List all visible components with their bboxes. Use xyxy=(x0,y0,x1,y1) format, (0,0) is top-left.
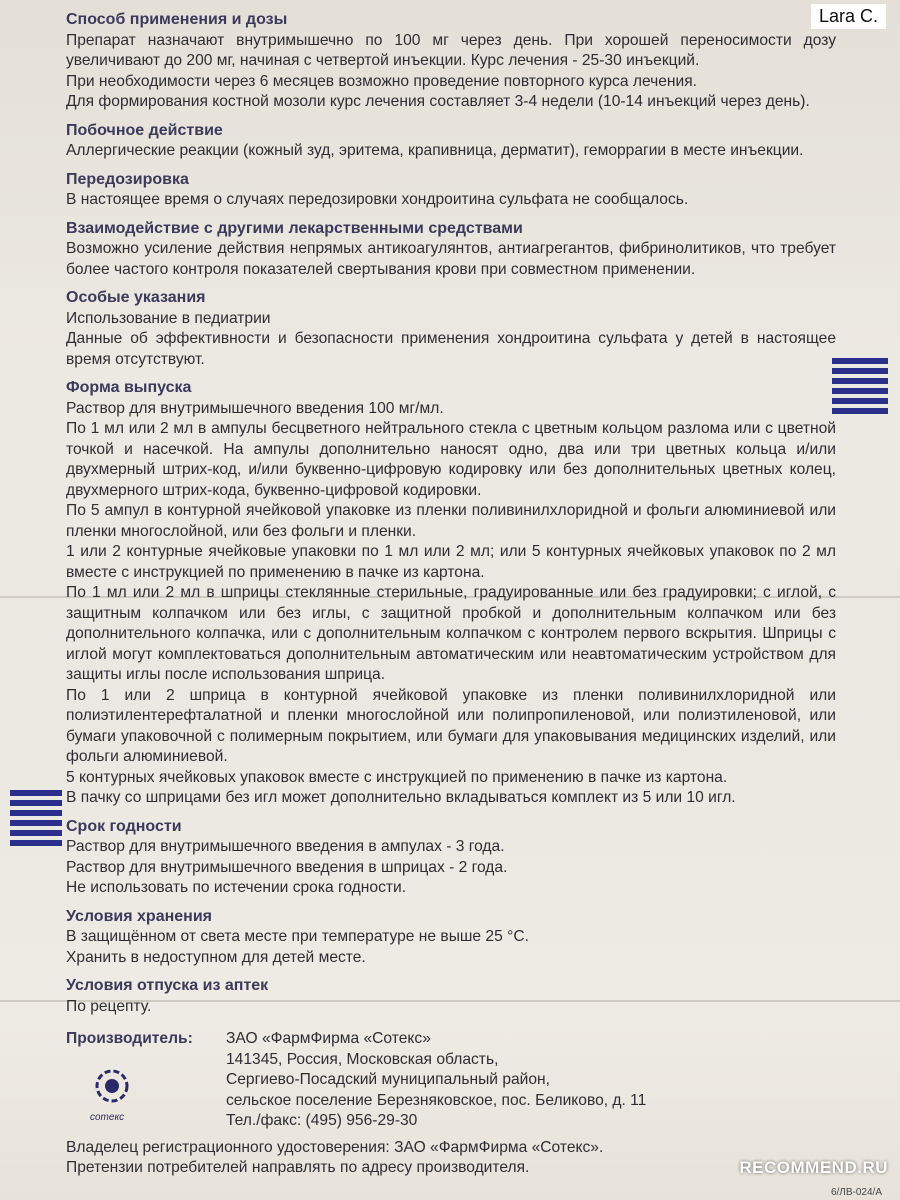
manufacturer-line: Тел./факс: (495) 956-29-30 xyxy=(226,1112,418,1129)
section-paragraph: Использование в педиатрии xyxy=(66,309,271,327)
site-watermark: RECOMMEND.RU xyxy=(739,1158,888,1177)
section-paragraph: По 1 или 2 шприца в контурной ячейковой упаковке из пленки поливинилхлоридной или полиэтилентерефталатной и пленки многослойной или полипропиленовой, или полиэтиленовой, или бумаги упаковочной с полимерным покрытием, или бумаги для упаковывания медицинских изделий, или фольги алюминиевой. xyxy=(66,686,836,765)
section-paragraph: По рецепту. xyxy=(66,997,152,1015)
section-paragraph: В пачку со шприцами без игл может дополнительно вкладываться комплект из 5 или 10 игл. xyxy=(66,789,736,806)
manufacturer-label: Производитель: xyxy=(66,1030,193,1047)
barcode-marks-left xyxy=(10,790,62,846)
logo-text: сотекс xyxy=(90,1112,125,1123)
section-paragraph: Возможно усиление действия непрямых антикоагулянтов, антиагрегантов, фибринолитиков, что требует более частого контроля показателей свертывания крови при совместном применении. xyxy=(66,240,836,278)
section-paragraph: Раствор для внутримышечного введения в шприцах - 2 года. xyxy=(66,858,508,876)
barcode-marks-right xyxy=(832,358,888,414)
section-title: Взаимодействие с другими лекарственными средствами xyxy=(66,219,523,237)
section-paragraph: Препарат назначают внутримышечно по 100 мг через день. При хорошей переносимости дозу увеличивают до 200 мг, начиная с четвертой инъекции. Курс лечения - 25-30 инъекций. xyxy=(66,31,836,69)
instruction-text xyxy=(66,8,836,1179)
section-paragraph: Для формирования костной мозоли курс лечения составляет 3-4 недели (10-14 инъекций через день). xyxy=(66,93,810,110)
section-paragraph: В защищённом от света месте при температуре не выше 25 °С. xyxy=(66,928,529,945)
document-code: 6/ЛВ-024/А xyxy=(830,1187,882,1198)
manufacturer-line: Сергиево-Посадский муниципальный район, xyxy=(226,1071,551,1088)
manufacturer-line: сельское поселение Березняковское, пос. Беликово, д. 11 xyxy=(226,1091,647,1109)
section-paragraph: В настоящее время о случаях передозировки хондроитина сульфата не сообщалось. xyxy=(66,191,689,208)
footer-line: Претензии потребителей направлять по адресу производителя. xyxy=(66,1159,530,1176)
author-watermark: Lara C. xyxy=(811,4,886,29)
section-title: Способ применения и дозы xyxy=(66,11,288,28)
section-paragraph: Хранить в недоступном для детей месте. xyxy=(66,948,366,966)
section-title: Условия отпуска из аптек xyxy=(66,977,269,994)
section-paragraph: Не использовать по истечении срока годности. xyxy=(66,879,407,896)
sotex-logo-icon xyxy=(92,1066,132,1116)
section-paragraph: При необходимости через 6 месяцев возможно проведение повторного курса лечения. xyxy=(66,72,697,90)
footer-line: Владелец регистрационного удостоверения: ЗАО «ФармФирма «Сотекс». xyxy=(66,1138,604,1156)
section-title: Срок годности xyxy=(66,817,182,835)
section-title: Условия хранения xyxy=(66,907,212,925)
section-paragraph: Раствор для внутримышечного введения 100 мг/мл. xyxy=(66,399,444,417)
section-title: Особые указания xyxy=(66,289,206,306)
section-title: Передозировка xyxy=(66,170,189,188)
section-paragraph: По 1 мл или 2 мл в шприцы стеклянные стерильные, градуированные или без градуировки; с иглой, с защитным колпачком или без иглы, с защитной пробкой и дополнительным колпачком или без дополнительного колпачка, или с дополнительным колпачком с контролем первого вскрытия. Шприцы с иглой могут комплектоваться дополнительным автоматическим или неавтоматическим устройством для защиты иглы после использования шприца. xyxy=(66,584,836,683)
section-paragraph: Раствор для внутримышечного введения в ампулах - 3 года. xyxy=(66,838,505,855)
section-paragraph: Данные об эффективности и безопасности применения хондроитина сульфата у детей в настоящее время отсутствуют. xyxy=(66,330,836,368)
manufacturer-address xyxy=(226,1029,836,1132)
section-paragraph: 1 или 2 контурные ячейковые упаковки по 1 мл или 2 мл; или 5 контурных ячейковых упаковок по 2 мл вместе с инструкцией по применению в пачке из картона. xyxy=(66,543,836,581)
manufacturer-line: ЗАО «ФармФирма «Сотекс» xyxy=(226,1030,431,1047)
manufacturer-line: 141345, Россия, Московская область, xyxy=(226,1050,499,1068)
section-title: Форма выпуска xyxy=(66,379,192,396)
section-title: Побочное действие xyxy=(66,121,223,139)
section-paragraph: 5 контурных ячейковых упаковок вместе с инструкцией по применению в пачке из картона. xyxy=(66,768,728,786)
section-paragraph: По 5 ампул в контурной ячейковой упаковке из пленки поливинилхлоридной и фольги алюминиевой или пленки многослойной, или без фольги и пленки. xyxy=(66,502,836,540)
manufacturer-block xyxy=(66,1029,836,1132)
section-paragraph: По 1 мл или 2 мл в ампулы бесцветного нейтрального стекла с цветным кольцом разлома или с цветной точкой и насечкой. На ампулы дополнительно наносят одно, два или три цветных кольца и/или двухмерный штрих-код, и/или буквенно-цифровую кодировку или без дополнительных цветных колец, двухмерного штрих-кода, буквенно-цифровой кодировки. xyxy=(66,420,836,499)
section-paragraph: Аллергические реакции (кожный зуд, эритема, крапивница, дерматит), геморрагии в месте инъекции. xyxy=(66,142,804,159)
sections-container xyxy=(66,10,836,1023)
